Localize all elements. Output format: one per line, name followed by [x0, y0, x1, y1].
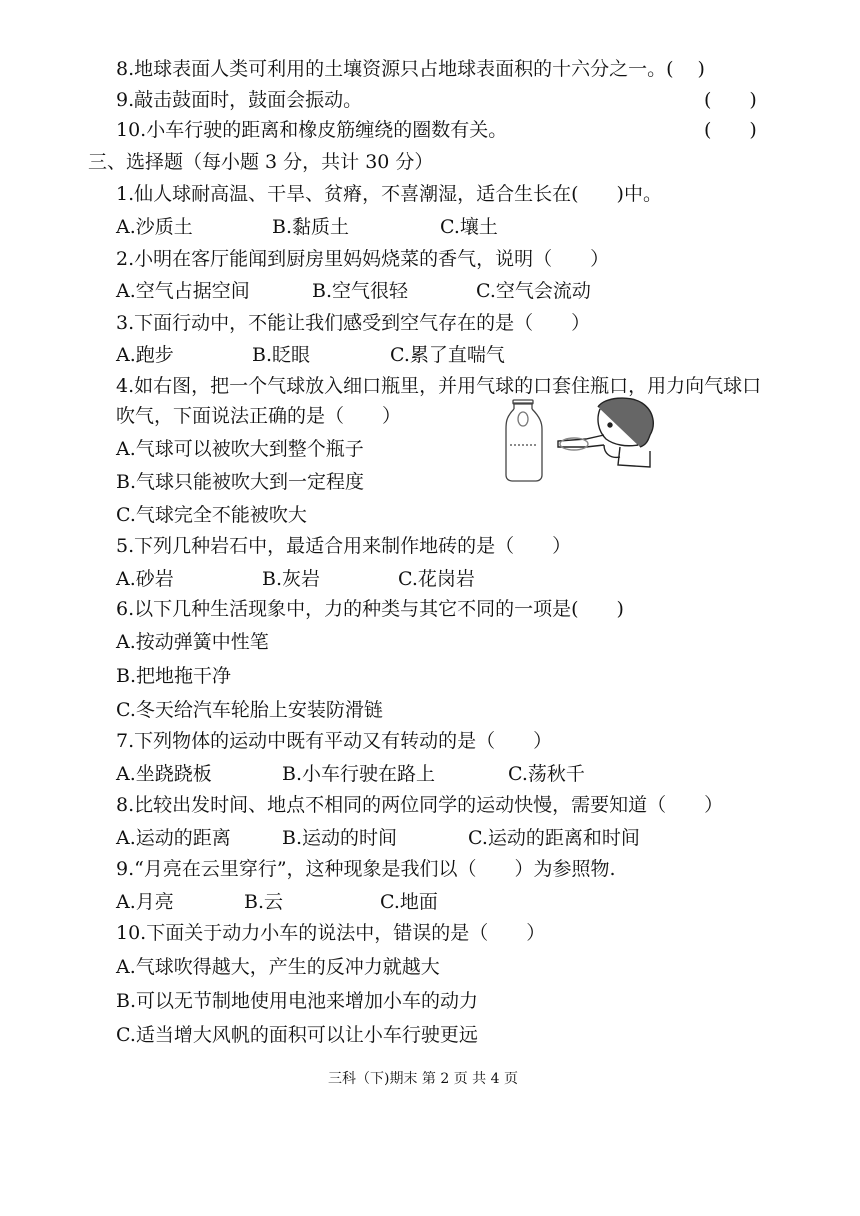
- option-c: C.空气会流动: [476, 280, 591, 302]
- question-stem: 9.“月亮在云里穿行”，这种现象是我们以（ ）为参照物.: [116, 858, 616, 880]
- question-stem: 5.下列几种岩石中，最适合用来制作地砖的是（ ）: [116, 535, 572, 557]
- option-c: C.运动的距离和时间: [468, 827, 640, 849]
- option-a: A.按动弹簧中性笔: [116, 631, 269, 653]
- judge-q9-paren: ( ): [704, 89, 757, 111]
- judge-q8-paren: ): [697, 58, 705, 80]
- question-stem: 7.下列物体的运动中既有平动又有转动的是（ ）: [116, 730, 553, 752]
- option-c: C.壤土: [440, 216, 498, 238]
- option-c: C.气球完全不能被吹大: [116, 504, 307, 526]
- option-a: A.空气占据空间: [116, 280, 250, 302]
- option-b: B.小车行驶在路上: [282, 763, 436, 785]
- option-a: A.沙质土: [116, 216, 193, 238]
- option-c: C.荡秋千: [508, 763, 585, 785]
- judge-q10-text: 10.小车行驶的距离和橡皮筋缠绕的圈数有关。: [116, 119, 508, 141]
- option-c: C.适当增大风帆的面积可以让小车行驶更远: [116, 1024, 478, 1046]
- question-stem: 8.比较出发时间、地点不相同的两位同学的运动快慢，需要知道（ ）: [116, 794, 724, 816]
- option-b: B.可以无节制地使用电池来增加小车的动力: [116, 990, 479, 1012]
- option-b: B.气球只能被吹大到一定程度: [116, 471, 365, 493]
- option-a: A.气球吹得越大，产生的反冲力就越大: [116, 956, 440, 978]
- question-stem: 2.小明在客厅能闻到厨房里妈妈烧菜的香气，说明（ ）: [116, 248, 610, 270]
- option-c: C.累了直喘气: [390, 344, 505, 366]
- judge-q10-paren: ( ): [704, 119, 757, 141]
- option-b: B.云: [244, 891, 284, 913]
- question-stem: 4.如右图，把一个气球放入细口瓶里，并用气球的口套住瓶口，用力向气球口: [116, 375, 762, 397]
- judge-q9-text: 9.敲击鼓面时，鼓面会振动。: [116, 89, 363, 111]
- option-b: B.黏质土: [272, 216, 350, 238]
- question-stem: 3.下面行动中，不能让我们感受到空气存在的是（ ）: [116, 312, 591, 334]
- judge-q8-text: 8.地球表面人类可利用的土壤资源只占地球表面积的十六分之一。(: [116, 58, 674, 80]
- option-a: A.气球可以被吹大到整个瓶子: [116, 438, 364, 460]
- option-b: B.把地拖干净: [116, 665, 232, 687]
- option-a: A.坐跷跷板: [116, 763, 212, 785]
- question-stem: 1.仙人球耐高温、干旱、贫瘠，不喜潮湿，适合生长在( )中。: [116, 183, 662, 205]
- balloon-bottle-illustration: [500, 395, 660, 485]
- question-stem-continued: 吹气，下面说法正确的是（ ）: [116, 405, 402, 427]
- option-a: A.跑步: [116, 344, 174, 366]
- option-c: C.地面: [380, 891, 438, 913]
- question-stem: 10.下面关于动力小车的说法中，错误的是（ ）: [116, 922, 546, 944]
- option-a: A.砂岩: [116, 568, 174, 590]
- page-footer: 三科（下)期末 第 2 页 共 4 页: [328, 1071, 518, 1087]
- section-title: 三、选择题（每小题 3 分，共计 30 分）: [88, 151, 434, 173]
- option-b: B.运动的时间: [282, 827, 398, 849]
- option-b: B.眨眼: [252, 344, 311, 366]
- option-b: B.空气很轻: [312, 280, 409, 302]
- question-stem: 6.以下几种生活现象中，力的种类与其它不同的一项是( ): [116, 598, 624, 620]
- option-a: A.运动的距离: [116, 827, 231, 849]
- option-c: C.花岗岩: [398, 568, 475, 590]
- option-a: A.月亮: [116, 891, 174, 913]
- option-c: C.冬天给汽车轮胎上安装防滑链: [116, 699, 383, 721]
- option-b: B.灰岩: [262, 568, 321, 590]
- judge-q8: [116, 57, 705, 81]
